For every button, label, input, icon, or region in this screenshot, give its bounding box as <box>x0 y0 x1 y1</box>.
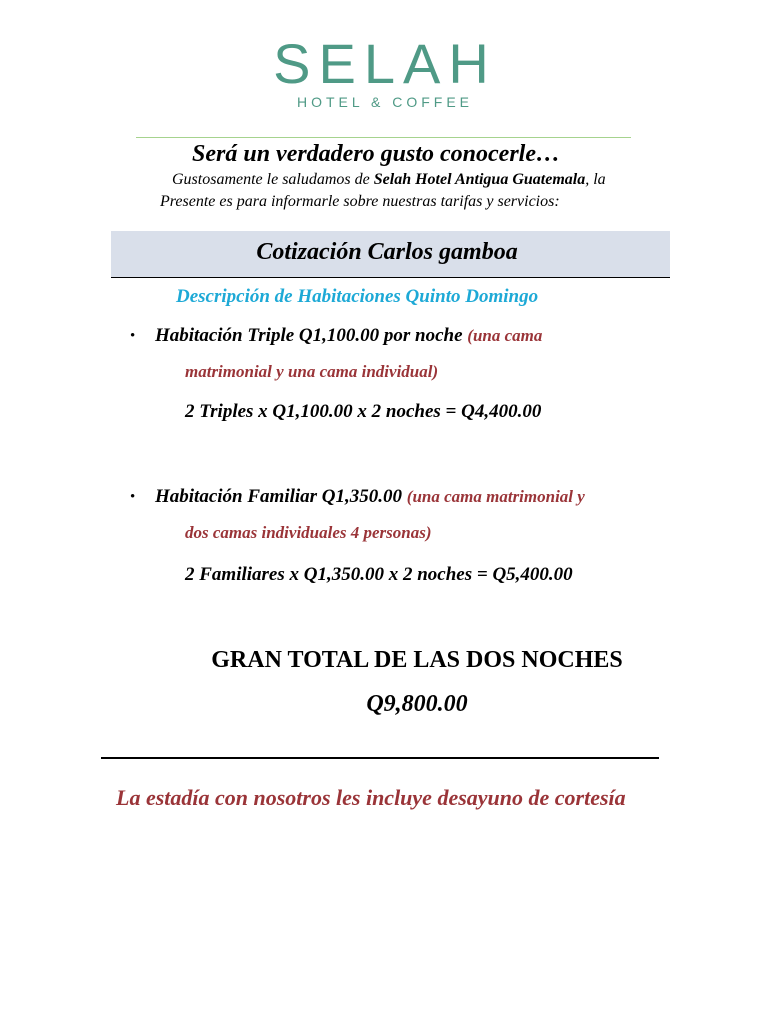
room-note-continued: matrimonial y una cama individual) <box>185 362 439 381</box>
room-family-line <box>155 486 585 508</box>
bullet-icon: • <box>130 328 136 344</box>
intro-line-2: Presente es para informarle sobre nuestras tarifas y servicios: <box>160 193 560 210</box>
room-triple-line <box>155 325 542 347</box>
logo-subtitle: HOTEL & COFFEE <box>296 94 474 110</box>
room-calculation: 2 Triples x Q1,100.00 x 2 noches = Q4,400.00 <box>185 401 542 422</box>
header-divider <box>136 137 631 138</box>
room-note: (una cama <box>467 326 543 345</box>
footer-divider <box>101 757 659 759</box>
room-note-continued: dos camas individuales 4 personas) <box>185 523 432 542</box>
grand-total-label: GRAN TOTAL DE LAS DOS NOCHES <box>211 647 623 673</box>
room-calculation: 2 Familiares x Q1,350.00 x 2 noches = Q5,400.00 <box>185 564 573 585</box>
quote-title-band <box>111 231 670 278</box>
rooms-section-title: Descripción de Habitaciones Quinto Domingo <box>176 286 539 307</box>
greeting-heading: Será un verdadero gusto conocerle… <box>192 141 560 167</box>
intro-line-1 <box>172 171 606 189</box>
quote-title: Cotización Carlos gamboa <box>256 239 518 265</box>
footer-note: La estadía con nosotros les incluye desayuno de cortesía <box>116 785 626 810</box>
room-name-price: Habitación Familiar Q1,350.00 <box>155 486 407 507</box>
room-name-price: Habitación Triple Q1,100.00 por noche <box>155 325 468 346</box>
logo-wordmark: SELAH <box>273 32 497 95</box>
hotel-logo <box>220 34 550 114</box>
room-note: (una cama matrimonial y <box>406 487 585 506</box>
grand-total-value: Q9,800.00 <box>366 691 468 717</box>
intro-suffix: , la <box>585 171 606 188</box>
hotel-name: Selah Hotel Antigua Guatemala <box>373 171 586 188</box>
intro-prefix: Gustosamente le saludamos de <box>172 171 374 188</box>
bullet-icon: • <box>130 489 136 505</box>
